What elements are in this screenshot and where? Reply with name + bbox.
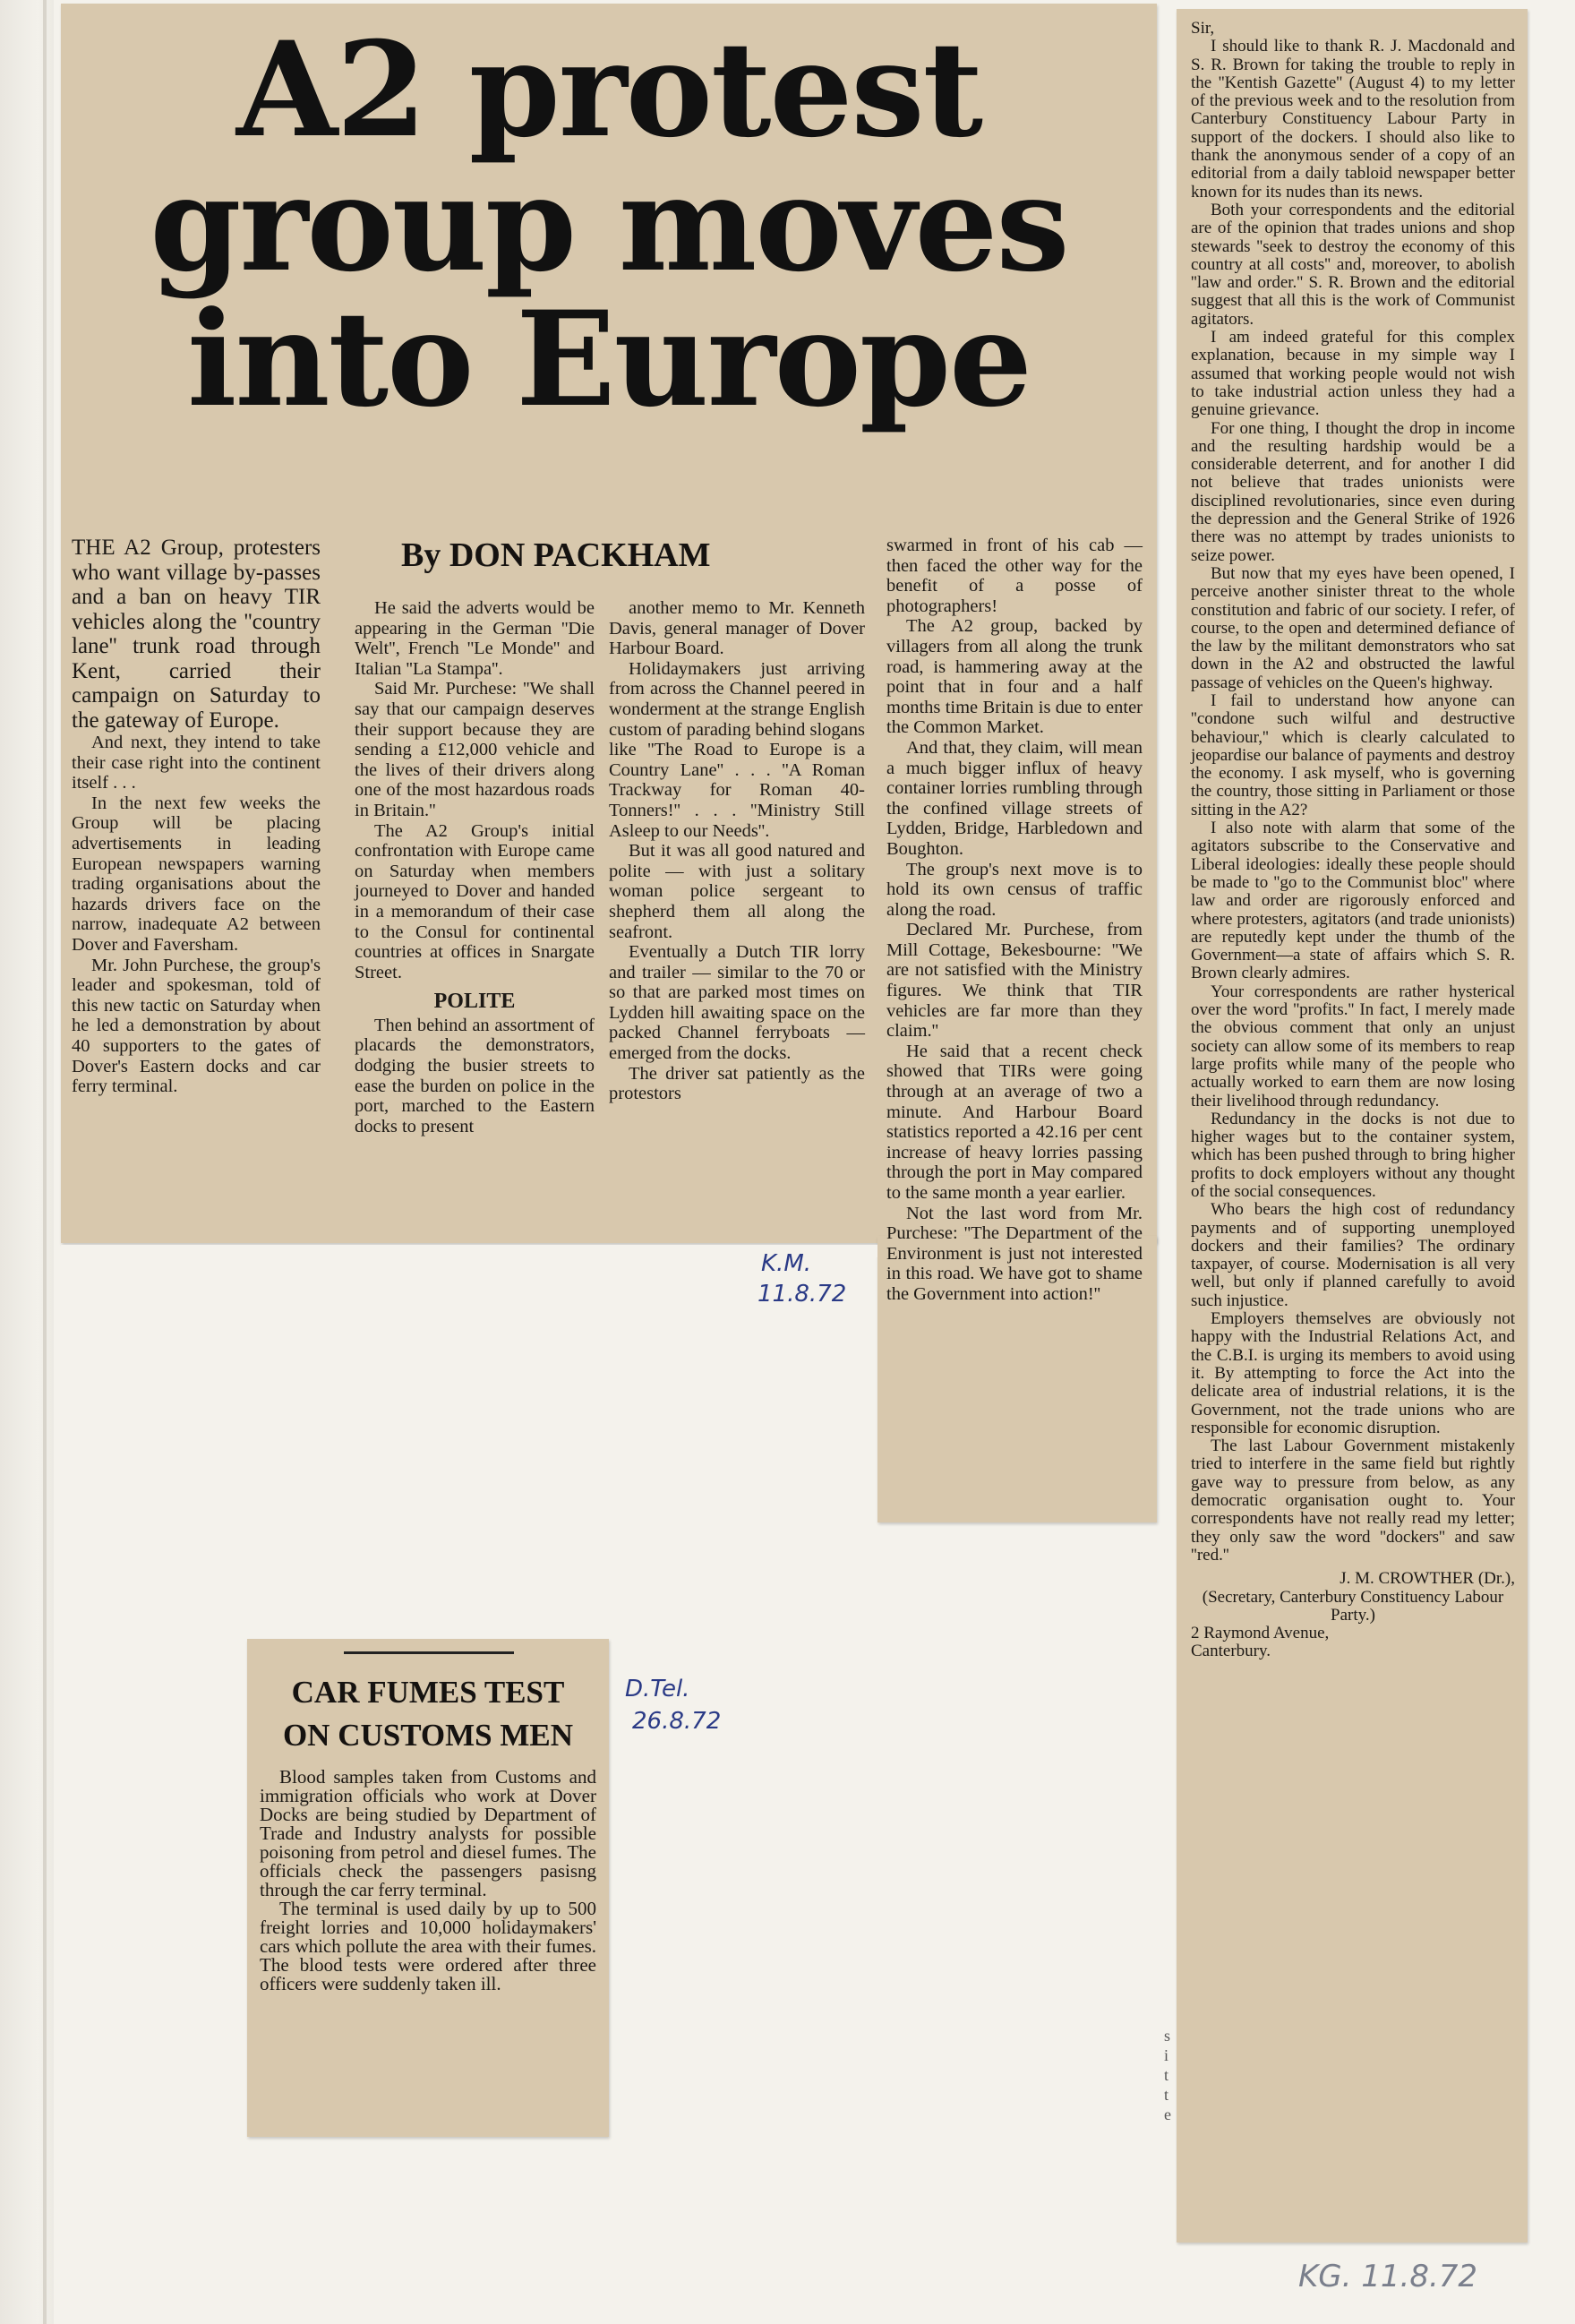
headline-line-2: group moves	[150, 148, 1068, 302]
letter-body	[1191, 20, 1515, 1661]
article-paragraph: And next, they intend to take their case right into the continent itself . . .	[72, 733, 321, 793]
letter-signature	[1191, 1570, 1515, 1660]
fumes-paragraph: Blood samples taken from Customs and immigration officials who work at Dover Docks are being studied by Department of Trade and Industry analysts for possible poisoning from petrol and diesel fumes. The officials check the passengers pasisng through the car ferry terminal.	[260, 1766, 596, 1900]
fumes-article-clipping	[247, 1639, 609, 2137]
stub-letter: e	[1164, 2105, 1171, 2123]
headline-line-1: A2 protest	[235, 13, 982, 167]
letter-paragraph: Both your correspondents and the editorial are of the opinion that trades unions and shop stewards ''seek to destroy the economy of this country at all costs'' and, moreover, to abolish ''law and order.'' S. R. Brown and the editorial suggest that all this is the work of Communist agitators.	[1191, 200, 1515, 329]
annotation-km	[758, 1248, 846, 1309]
stub-letter: i	[1164, 2046, 1169, 2064]
letter-paragraph: Redundancy in the docks is not due to higher wages but to the container system, which has been pushed through to bring higher profits to dock employers without any thought of the social consequences.	[1191, 1109, 1515, 1201]
stub-letter: t	[1164, 2086, 1169, 2104]
article-paragraph: The driver sat patiently as the protestors	[609, 1063, 865, 1104]
article-column-1	[72, 536, 321, 1097]
annotation-dtel-source: D.Tel.	[625, 1676, 690, 1702]
letter-paragraph: Who bears the high cost of redundancy payments and of supporting unemployed dockers and their families? The ordinary taxpayer, of course. Modernisation is all very well, but only if planned carefully to avoid such injustice.	[1191, 1200, 1515, 1310]
annotation-kg: KG. 11.8.72	[1298, 2259, 1478, 2294]
annotation-km-date: 11.8.72	[758, 1281, 847, 1308]
article-paragraph: He said the adverts would be appearing in the German ''Die Welt'', French ''Le Monde'' and Italian ''La Stampa''.	[355, 598, 595, 679]
signature-name: J. M. CROWTHER (Dr.),	[1340, 1569, 1515, 1589]
article-paragraph: another memo to Mr. Kenneth Davis, general manager of Dover Harbour Board.	[609, 598, 865, 659]
fumes-paragraph: The terminal is used daily by up to 500 freight lorries and 10,000 holidaymakers' cars which pollute the area with their fumes. The blood tests were ordered after three officers were suddenly taken ill.	[260, 1898, 596, 1994]
lead-paragraph: THE A2 Group, protesters who want village by-passes and a ban on heavy TIR vehicles along the ''country lane'' trunk road through Kent, carried their campaign on Saturday to the gateway of Europe.	[72, 536, 321, 733]
letter-paragraph: I am indeed grateful for this complex explanation, because in my simple way I assumed that working people would not wish to take industrial action unless they had a genuine grievance.	[1191, 328, 1515, 420]
album-page-fold	[43, 0, 47, 2324]
fumes-top-rule	[344, 1651, 514, 1654]
article-paragraph: Not the last word from Mr. Purchese: ''The Department of the Environment is just not interested in this road. We have got to shame the Government into action!''	[886, 1203, 1143, 1304]
article-paragraph: The A2 group, backed by villagers from all along the trunk road, is hammering away at the point that in four and a half months time Britain is due to enter the Common Market.	[886, 616, 1143, 738]
article-byline: By DON PACKHAM	[401, 536, 711, 574]
letter-paragraph: I fail to understand how anyone can ''condone such wilful and destructive behaviour,'' which is clearly calculated to jeopardise our balance of payments and destroy the economy. I ask myself, who is governing the country, those sitting in Parliament or those sitting in the A2?	[1191, 690, 1515, 819]
article-column-4	[886, 536, 1143, 1305]
article-paragraph: Holidaymakers just arriving from across the Channel peered in wonderment at the strange English custom of parading behind slogans like ''The Road to Europe is a Country Lane'' . . . ''A Roman Trackway for Roman 40-Tonners!'' . . . ''Ministry Still Asleep to our Needs''.	[609, 658, 865, 841]
headline-line-3: into Europe	[187, 282, 1031, 436]
letter-paragraph: For one thing, I thought the drop in income and the resulting hardship would be a considerable deterrent, and for another I did not believe that trades unionists were disciplined revolutionaries, since even during the depression and the General Strike of 1926 there was no attempt by trades unionists to seize power.	[1191, 418, 1515, 565]
letter-paragraph: I should like to thank R. J. Macdonald and S. R. Brown for taking the trouble to reply in the ''Kentish Gazette'' (August 4) to my letter of the previous week and to the resolution from Canterbury Constituency Labour Party in support of the dockers. I should also like to thank the anonymous sender of a copy of an editorial from a daily tabloid newspaper better known for its nudes than its news.	[1191, 37, 1515, 202]
letter-salutation: Sir,	[1191, 19, 1215, 38]
article-paragraph: Mr. John Purchese, the group's leader and spokesman, told of this new tactic on Saturday when he led a demonstration by about 40 supporters to the gates of Dover's Eastern docks and car ferry terminal.	[72, 955, 321, 1097]
letter-clipping	[1177, 9, 1528, 2243]
signature-title: (Secretary, Canterbury Constituency Labour Party.)	[1202, 1587, 1504, 1625]
article-paragraph: In the next few weeks the Group will be placing advertisements in leading European newspapers warning trading organisations about the hazards drivers face on the narrow, inadequate A2 between Dover and Faversham.	[72, 793, 321, 955]
article-paragraph: He said that a recent check showed that TIRs were going through at an average of two a minute. And Harbour Board statistics reported a 42.16 per cent increase of heavy lorries passing through the port in May compared to the same month a year earlier.	[886, 1041, 1143, 1203]
article-paragraph: Declared Mr. Purchese, from Mill Cottage, Bekesbourne: ''We are not satisfied with the Ministry figures. We think that TIR vehicles are far more than they claim.''	[886, 920, 1143, 1042]
letter-paragraph: I also note with alarm that some of the agitators subscribe to the Conservative and Liberal ideologies: ideally these people should be made to ''go to the Communist bloc'' where law and order are rigorously enforced and where protesters, agitators (and trade unionists) are reputedly kept under the thumb of the Government—a state of affairs which S. R. Brown clearly admires.	[1191, 819, 1515, 983]
signature-address: 2 Raymond Avenue,	[1191, 1624, 1330, 1643]
letter-paragraph: The last Labour Government mistakenly tried to interfere in the same field but rightly gave way to pressure from below, as any democratic organisation ought to. Your correspondents have not really read my letter; they only saw the word ''dockers'' and saw ''red.''	[1191, 1436, 1515, 1565]
stub-letter: t	[1164, 2066, 1169, 2084]
article-subhead: POLITE	[433, 990, 516, 1014]
signature-town: Canterbury.	[1191, 1642, 1271, 1661]
article-paragraph: Eventually a Dutch TIR lorry and trailer — similar to the 70 or so that are parked most times on Lydden hill awaiting space on the packed Channel ferryboats — emerged from the docks.	[609, 942, 865, 1064]
letter-paragraph: But now that my eyes have been opened, I perceive another sinister threat to the whole constitution and fabric of our society. I refer, of course, to the open and determined defiance of the law by the militant demonstrators who sat down in the A2 and obstructed the lawful passage of vehicles on the Queen's highway.	[1191, 563, 1515, 692]
article-column-3	[609, 598, 865, 1104]
annotation-dtel	[625, 1673, 721, 1737]
letter-paragraph: Your correspondents are rather hysterical over the word ''profits.'' In fact, I merely made the obvious comment that only an unjust society can allow some of its members to reap large profits while many of the people who actually worked to earn them are now losing their livelihood through redundancy.	[1191, 982, 1515, 1111]
fumes-body	[260, 1768, 596, 1994]
article-paragraph: The A2 Group's initial confrontation with Europe came on Saturday when members journeyed to Dover and handed in a memorandum of their case to the Consul for continental countries at offices in Snargate Street.	[355, 820, 595, 982]
article-column-2	[355, 598, 595, 1136]
fumes-headline-line-2: ON CUSTOMS MEN	[282, 1718, 574, 1753]
fumes-headline	[256, 1671, 600, 1757]
article-headline	[63, 13, 1155, 436]
fumes-headline-line-1: CAR FUMES TEST	[291, 1675, 565, 1710]
annotation-km-source: K.M.	[761, 1250, 812, 1277]
article-paragraph: But it was all good natured and polite — with just a solitary woman police sergeant to shepherd them all along the seafront.	[609, 841, 865, 942]
article-paragraph: And that, they claim, will mean a much bigger influx of heavy container lorries rumbling through the confined village streets of Lydden, Bridge, Harbledown and Boughton.	[886, 737, 1143, 859]
adjacent-clipping-stub	[1164, 2026, 1175, 2124]
article-paragraph: Said Mr. Purchese: ''We shall say that our campaign deserves their support because they are sending a £12,000 vehicle and the lives of their drivers along one of the most hazardous roads in Britain.''	[355, 679, 595, 820]
article-paragraph: swarmed in front of his cab — then faced the other way for the benefit of a posse of photographers!	[886, 536, 1143, 616]
article-paragraph: Then behind an assortment of placards the demonstrators, dodging the busier streets to ease the burden on police in the port, marched to the Eastern docks to present	[355, 1015, 595, 1136]
annotation-dtel-date: 26.8.72	[632, 1708, 722, 1735]
album-page-blank	[61, 1245, 877, 1257]
article-paragraph: The group's next move is to hold its own census of traffic along the road.	[886, 859, 1143, 920]
stub-letter: s	[1164, 2027, 1171, 2045]
letter-paragraph: Employers themselves are obviously not happy with the Industrial Relations Act, and the C.B.I. is urging its members to avoid using it. By attempting to force the Act into the delicate area of industrial relations, it is the Government, not the trade unions who are responsible for economic disruption.	[1191, 1309, 1515, 1437]
